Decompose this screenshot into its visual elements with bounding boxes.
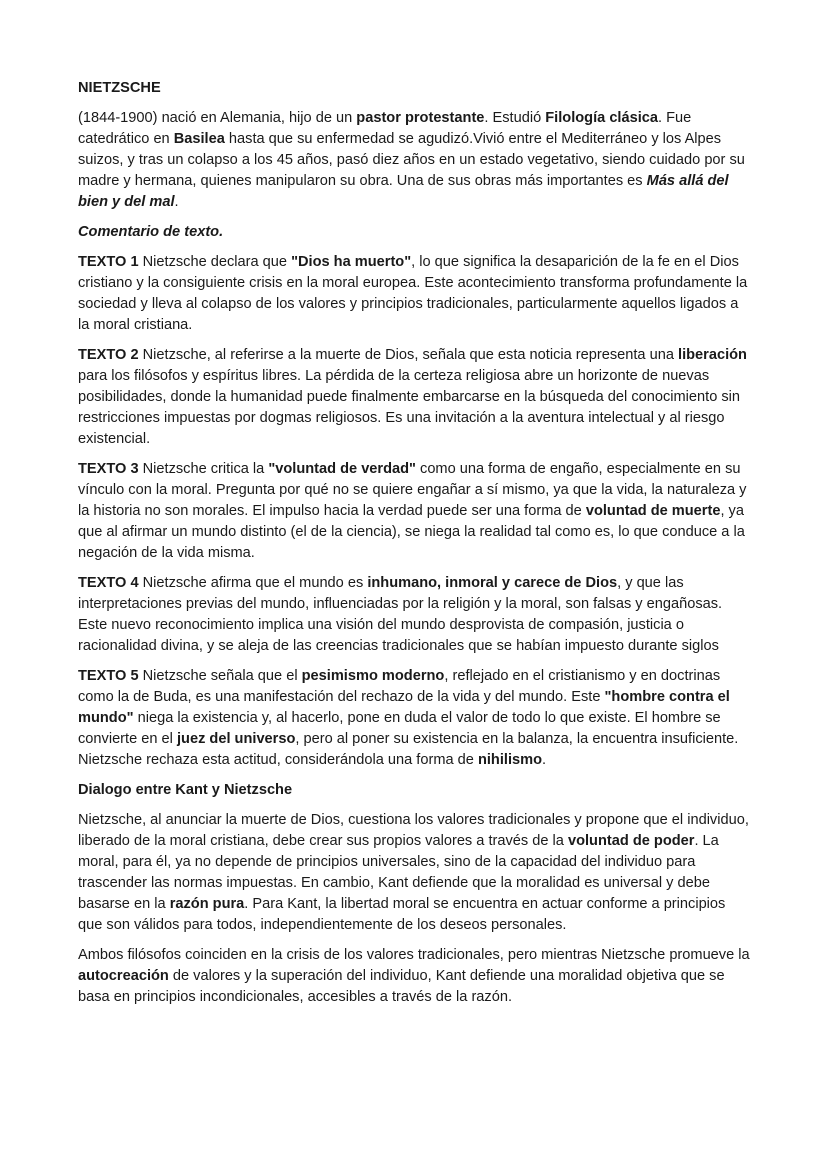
dialogue-text: Ambos filósofos coinciden en la crisis de los valores tradicionales, pero mientras Nietzsche promueve la	[78, 947, 750, 963]
dialogue-emphasis: autocreación	[78, 968, 169, 984]
texto-emphasis: liberación	[678, 347, 747, 363]
texto-emphasis: juez del universo	[176, 731, 296, 747]
texto-emphasis: "Dios ha muerto"	[291, 254, 412, 270]
texto-text: niega la existencia y, al hacerlo, pone en duda el valor de todo lo que existe. El hombre se convierte en el	[78, 710, 721, 747]
texto-label: TEXTO 4	[78, 575, 139, 591]
bio-paragraph	[78, 108, 750, 213]
texto-5-paragraph	[78, 666, 750, 771]
texto-text: Nietzsche critica la	[138, 461, 269, 477]
bio-text: . Fue catedrático en	[78, 110, 692, 147]
texto-label: TEXTO 1	[78, 254, 139, 270]
texto-emphasis: nihilismo	[477, 752, 543, 768]
commentary-heading: Comentario de texto.	[78, 224, 224, 240]
texto-text: .	[542, 752, 547, 768]
dialogue-text: . La moral, para él, ya no depende de principios universales, sino de la capacidad del individuo para trascender las normas impuestas. En cambio, Kant defiende que la moralidad es universal y debe basarse en la	[78, 833, 719, 912]
texto-4-paragraph	[78, 573, 750, 657]
bio-text: .	[174, 194, 179, 210]
page-title: NIETZSCHE	[78, 80, 161, 96]
bio-emphasis: Basilea	[173, 131, 225, 147]
texto-emphasis: "voluntad de verdad"	[268, 461, 416, 477]
book-title: Más allá del bien y del mal	[78, 173, 729, 210]
texto-label: TEXTO 3	[78, 461, 139, 477]
texto-text: , y que las interpretaciones previas del mundo, influenciadas por la religión y la moral, son falsas y engañosas. Este nuevo reconocimiento implica una visión del mundo desprovista de compasión, justicia o racionalidad divina, y se aleja de las creencias tradicionales que se habían impuesto durante siglos	[78, 575, 723, 654]
bio-text: (1844-1900) nació en Alemania, hijo de un	[78, 110, 357, 126]
texto-emphasis: inhumano, inmoral y carece de Dios	[367, 575, 618, 591]
texto-text: Nietzsche declara que	[138, 254, 292, 270]
texto-emphasis: pesimismo moderno	[301, 668, 445, 684]
bio-emphasis: pastor protestante	[356, 110, 485, 126]
texto-1-paragraph	[78, 252, 750, 336]
texto-text: Nietzsche señala que el	[138, 668, 302, 684]
texto-emphasis: "hombre contra el mundo"	[78, 689, 730, 726]
dialogue-paragraph-2	[78, 945, 750, 1008]
dialogue-text: . Para Kant, la libertad moral se encuentra en actuar conforme a principios que son válidos para todos, independientemente de los deseos personales.	[78, 896, 726, 933]
texto-text: , pero al poner su existencia en la balanza, la encuentra insuficiente. Nietzsche rechaza esta actitud, considerándola una forma de	[78, 731, 739, 768]
texto-text: , ya que al afirmar un mundo distinto (el de la ciencia), se niega la realidad tal como es, lo que conduce a la negación de la vida misma.	[78, 503, 745, 561]
texto-text: , reflejado en el cristianismo y en doctrinas como la de Buda, es una manifestación del rechazo de la vida y del mundo. Este	[78, 668, 721, 705]
texto-emphasis: voluntad de muerte	[585, 503, 721, 519]
dialogue-text: de valores y la superación del individuo, Kant defiende una moralidad objetiva que se basa en principios incondicionales, accesibles a través de la razón.	[78, 968, 725, 1005]
bio-emphasis: Filología clásica	[545, 110, 659, 126]
texto-text: Nietzsche, al referirse a la muerte de Dios, señala que esta noticia representa una	[138, 347, 679, 363]
dialogue-emphasis: razón pura	[169, 896, 245, 912]
texto-text: Nietzsche afirma que el mundo es	[138, 575, 368, 591]
texto-text: como una forma de engaño, especialmente en su vínculo con la moral. Pregunta por qué no se quiere engañar a sí mismo, ya que la vida, la naturaleza y la historia no son morales. El impulso hacia la verdad puede ser una forma de	[78, 461, 747, 519]
dialogue-heading: Dialogo entre Kant y Nietzsche	[78, 782, 293, 798]
bio-text: hasta que su enfermedad se agudizó.Vivió entre el Mediterráneo y los Alpes suizos, y tras un colapso a los 45 años, pasó diez años en un estado vegetativo, siendo cuidado por su madre y hermana, quienes manipularon su obra. Una de sus obras más importantes es	[78, 131, 745, 189]
dialogue-emphasis: voluntad de poder	[567, 833, 695, 849]
dialogue-paragraph-1	[78, 810, 750, 936]
dialogue-text: Nietzsche, al anunciar la muerte de Dios, cuestiona los valores tradicionales y propone que el individuo, liberado de la moral cristiana, debe crear sus propios valores a través de la	[78, 812, 749, 849]
bio-text: . Estudió	[484, 110, 546, 126]
texto-text: para los filósofos y espíritus libres. La pérdida de la certeza religiosa abre un horizonte de nuevas posibilidades, donde la humanidad puede finalmente embarcarse en la búsqueda del conocimiento sin restricciones impuestas por dogmas religiosos. Es una invitación a la aventura intelectual y al riesgo existencial.	[78, 368, 741, 447]
texto-2-paragraph	[78, 345, 750, 450]
texto-3-paragraph	[78, 459, 750, 564]
texto-text: , lo que significa la desaparición de la fe en el Dios cristiano y la consiguiente crisis en la moral europea. Este acontecimiento transforma profundamente la sociedad y lleva al colapso de los valores y principios tradicionales, particularmente aquellos ligados a la moral cristiana.	[78, 254, 748, 333]
texto-label: TEXTO 5	[78, 668, 139, 684]
texto-label: TEXTO 2	[78, 347, 139, 363]
